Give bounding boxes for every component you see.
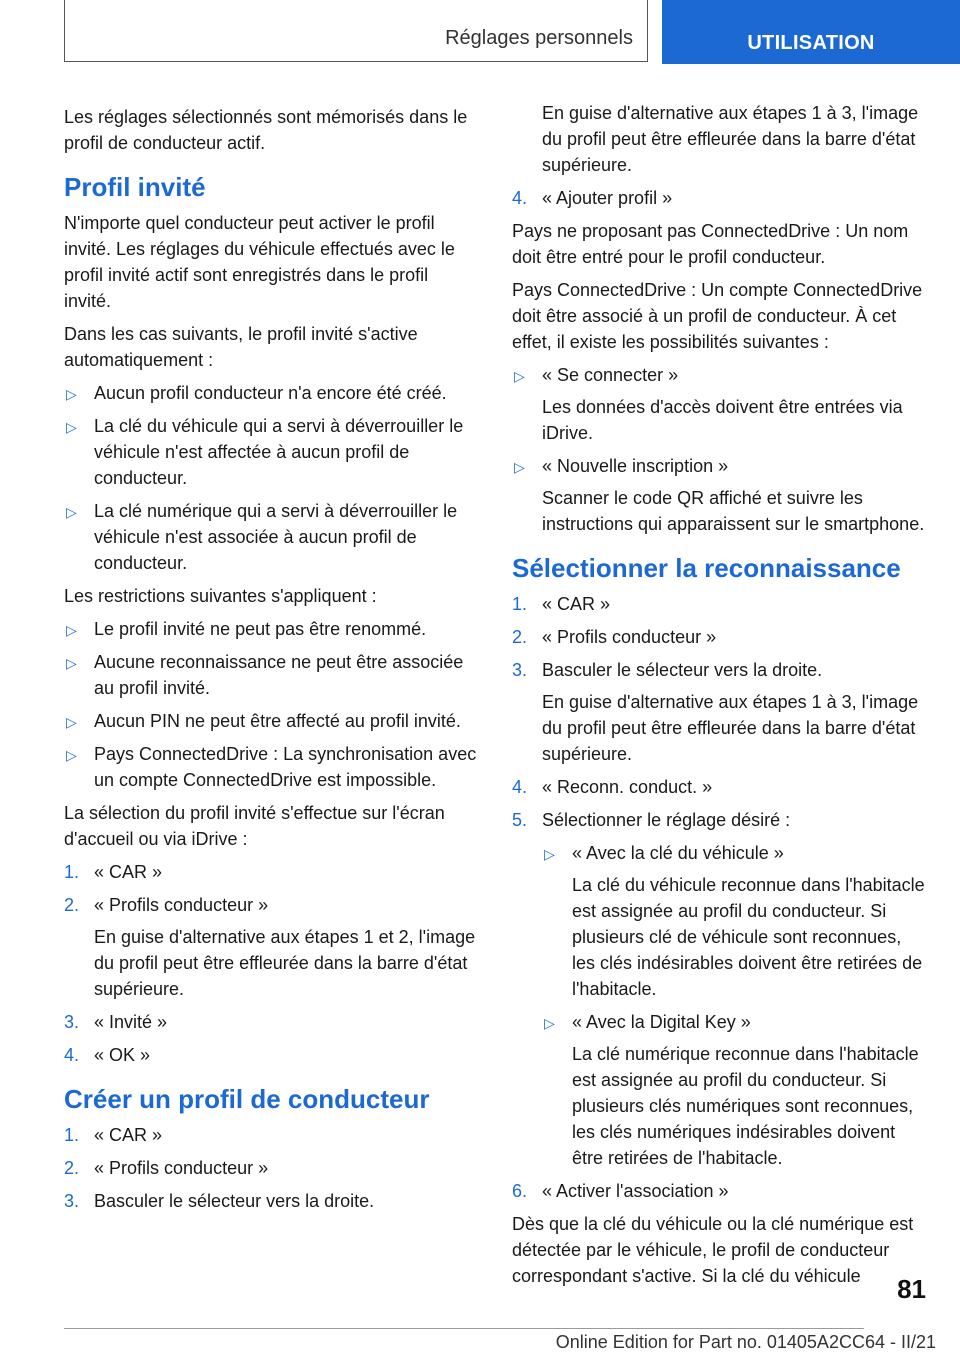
guest-paragraph-1: N'importe quel conducteur peut activer le profil invité. Les réglages du véhicule effectués avec le profil invité actif sont enregistrés dans le profil invité.: [64, 213, 455, 311]
continued-step-note: En guise d'alternative aux étapes 1 à 3, l'image du profil peut être effleurée dans la barre d'état supérieure.: [542, 103, 919, 175]
restrictions-list: [64, 616, 480, 793]
option-note: La clé numérique reconnue dans l'habitacle est assignée au profil du conducteur. Si plusieurs clés numériques sont reconnues, les clés numériques indésirables doivent être retirées de l'habitacle.: [572, 1044, 919, 1168]
triangle-bullet-icon: ▷: [66, 747, 77, 763]
step-number: 4.: [512, 188, 528, 208]
non-connecteddrive-paragraph: Pays ne proposant pas ConnectedDrive : Un nom doit être entré pour le profil conducteur.: [512, 221, 909, 267]
guest-paragraph-2: Dans les cas suivants, le profil invité s'active automatiquement :: [64, 324, 418, 370]
step-item: 6. « Activer l'association »: [512, 1178, 928, 1204]
step-item: 5. Sélectionner le réglage désiré : ▷ « Avec la clé du véhicule » La clé du véhicule reconnue dans l'habitacle est assignée au profil du conducteur. Si plusieurs clé de véhicule sont reconnues, les clés indésirables doivent être retirées de l'habitacle. ▷ « Avec la Digital Key » La clé numérique reconnue dans l'habitacle est assignée au profil du conducteur. Si plusieurs clés numériques sont reconnues, les clés numériques indésirables doivent être retirées de l'habitacle.: [512, 807, 928, 1171]
step-number: 2.: [64, 1158, 80, 1178]
heading-select-recognition: Sélectionner la reconnaissance: [512, 553, 901, 583]
heading-create-profile: Créer un profil de conducteur: [64, 1084, 430, 1114]
step-number: 6.: [512, 1181, 528, 1201]
step-number: 5.: [512, 810, 528, 830]
right-column: [512, 100, 928, 1296]
create-steps-continued: [512, 185, 928, 211]
triangle-bullet-icon: ▷: [514, 368, 525, 384]
triangle-bullet-icon: ▷: [66, 504, 77, 520]
left-column: [64, 104, 480, 1221]
step-number: 3.: [512, 660, 528, 680]
step-number: 3.: [64, 1191, 80, 1211]
step-number: 1.: [512, 594, 528, 614]
triangle-bullet-icon: ▷: [66, 419, 77, 435]
selection-intro: La sélection du profil invité s'effectue sur l'écran d'accueil ou via iDrive :: [64, 803, 445, 849]
list-item: ▷ Aucune reconnaissance ne peut être associée au profil invité.: [66, 652, 464, 698]
option-note: Scanner le code QR affiché et suivre les instructions qui apparaissent sur le smartphone.: [542, 488, 925, 534]
list-item: ▷ « Avec la clé du véhicule » La clé du véhicule reconnue dans l'habitacle est assignée au profil du conducteur. Si plusieurs clé de véhicule sont reconnues, les clés indésirables doivent être retirées de l'habitacle.: [542, 840, 928, 1002]
triangle-bullet-icon: ▷: [514, 459, 525, 475]
step-number: 1.: [64, 1125, 80, 1145]
step-item: 3. Basculer le sélecteur vers la droite.: [64, 1188, 480, 1214]
step-item: 4. « Reconn. conduct. »: [512, 774, 928, 800]
list-item: ▷ La clé numérique qui a servi à déverrouiller le véhicule n'est associée à aucun profil de conducteur.: [66, 501, 458, 573]
create-steps-list: [64, 1122, 480, 1214]
list-item: ▷ Pays ConnectedDrive : La synchronisation avec un compte ConnectedDrive est impossible.: [66, 744, 477, 790]
heading-guest-profile: Profil invité: [64, 172, 206, 202]
running-header: [64, 0, 648, 62]
list-item: ▷ La clé du véhicule qui a servi à déverrouiller le véhicule n'est affectée à aucun profil de conducteur.: [66, 416, 464, 488]
page-number: 81: [897, 1274, 926, 1304]
setting-options: [542, 840, 928, 1171]
step-note: En guise d'alternative aux étapes 1 et 2, l'image du profil peut être effleurée dans la barre d'état supérieure.: [94, 927, 476, 999]
step-item: 1. « CAR »: [64, 1122, 480, 1148]
triangle-bullet-icon: ▷: [544, 1015, 555, 1031]
intro-paragraph: Les réglages sélectionnés sont mémorisés dans le profil de conducteur actif.: [64, 107, 468, 153]
edition-footer: Online Edition for Part no. 01405A2CC64 - II/21: [555, 1332, 936, 1352]
triangle-bullet-icon: ▷: [66, 714, 77, 730]
triangle-bullet-icon: ▷: [66, 655, 77, 671]
step-item: 1. « CAR »: [64, 859, 480, 885]
step-number: 4.: [512, 777, 528, 797]
option-note: La clé du véhicule reconnue dans l'habitacle est assignée au profil du conducteur. Si plusieurs clé de véhicule sont reconnues, les clés indésirables doivent être retirées de l'habitacle.: [572, 875, 925, 999]
list-item: ▷ « Avec la Digital Key » La clé numérique reconnue dans l'habitacle est assignée au profil du conducteur. Si plusieurs clés numériques sont reconnues, les clés numériques indésirables doivent être retirées de l'habitacle.: [542, 1009, 928, 1171]
step-item: 2. « Profils conducteur »: [64, 1155, 480, 1181]
step-note: En guise d'alternative aux étapes 1 à 3, l'image du profil peut être effleurée dans la barre d'état supérieure.: [542, 692, 919, 764]
section-title: Réglages personnels: [445, 27, 633, 49]
triangle-bullet-icon: ▷: [544, 846, 555, 862]
list-item: ▷ Aucun profil conducteur n'a encore été créé.: [64, 380, 480, 406]
step-number: 1.: [64, 862, 80, 882]
list-item: ▷ « Nouvelle inscription » Scanner le code QR affiché et suivre les instructions qui apparaissent sur le smartphone.: [512, 453, 928, 537]
guest-steps-list: [64, 859, 480, 1068]
list-item: ▷ « Se connecter » Les données d'accès doivent être entrées via iDrive.: [512, 362, 928, 446]
step-item: 4. « OK »: [64, 1042, 480, 1068]
list-item: ▷ Aucun PIN ne peut être affecté au profil invité.: [64, 708, 480, 734]
restrictions-intro: Les restrictions suivantes s'appliquent :: [64, 586, 377, 606]
step-number: 2.: [512, 627, 528, 647]
final-paragraph: Dès que la clé du véhicule ou la clé numérique est détectée par le véhicule, le profil de conducteur correspondant s'active. Si la clé du véhicule: [512, 1214, 914, 1286]
step-number: 3.: [64, 1012, 80, 1032]
step-number: 2.: [64, 895, 80, 915]
step-item: 3. « Invité »: [64, 1009, 480, 1035]
step-item: 4. « Ajouter profil »: [512, 185, 928, 211]
chapter-tab: UTILISATION: [662, 0, 960, 64]
option-note: Les données d'accès doivent être entrées via iDrive.: [542, 397, 903, 443]
step-item: 2. « Profils conducteur »: [512, 624, 928, 650]
triangle-bullet-icon: ▷: [66, 622, 77, 638]
connecteddrive-options: [512, 362, 928, 537]
connecteddrive-paragraph: Pays ConnectedDrive : Un compte ConnectedDrive doit être associé à un profil de conducteur. À cet effet, il existe les possibilités suivantes :: [512, 280, 923, 352]
step-item: 1. « CAR »: [512, 591, 928, 617]
step-item: 3. Basculer le sélecteur vers la droite. En guise d'alternative aux étapes 1 à 3, l'image du profil peut être effleurée dans la barre d'état supérieure.: [512, 657, 928, 767]
step-item: 2. « Profils conducteur » En guise d'alternative aux étapes 1 et 2, l'image du profil peut être effleurée dans la barre d'état supérieure.: [64, 892, 480, 1002]
recognition-steps-list: [512, 591, 928, 1204]
triangle-bullet-icon: ▷: [66, 386, 77, 402]
footer-divider: [64, 1328, 864, 1329]
auto-activation-list: [64, 380, 480, 576]
list-item: ▷ Le profil invité ne peut pas être renommé.: [64, 616, 480, 642]
step-number: 4.: [64, 1045, 80, 1065]
